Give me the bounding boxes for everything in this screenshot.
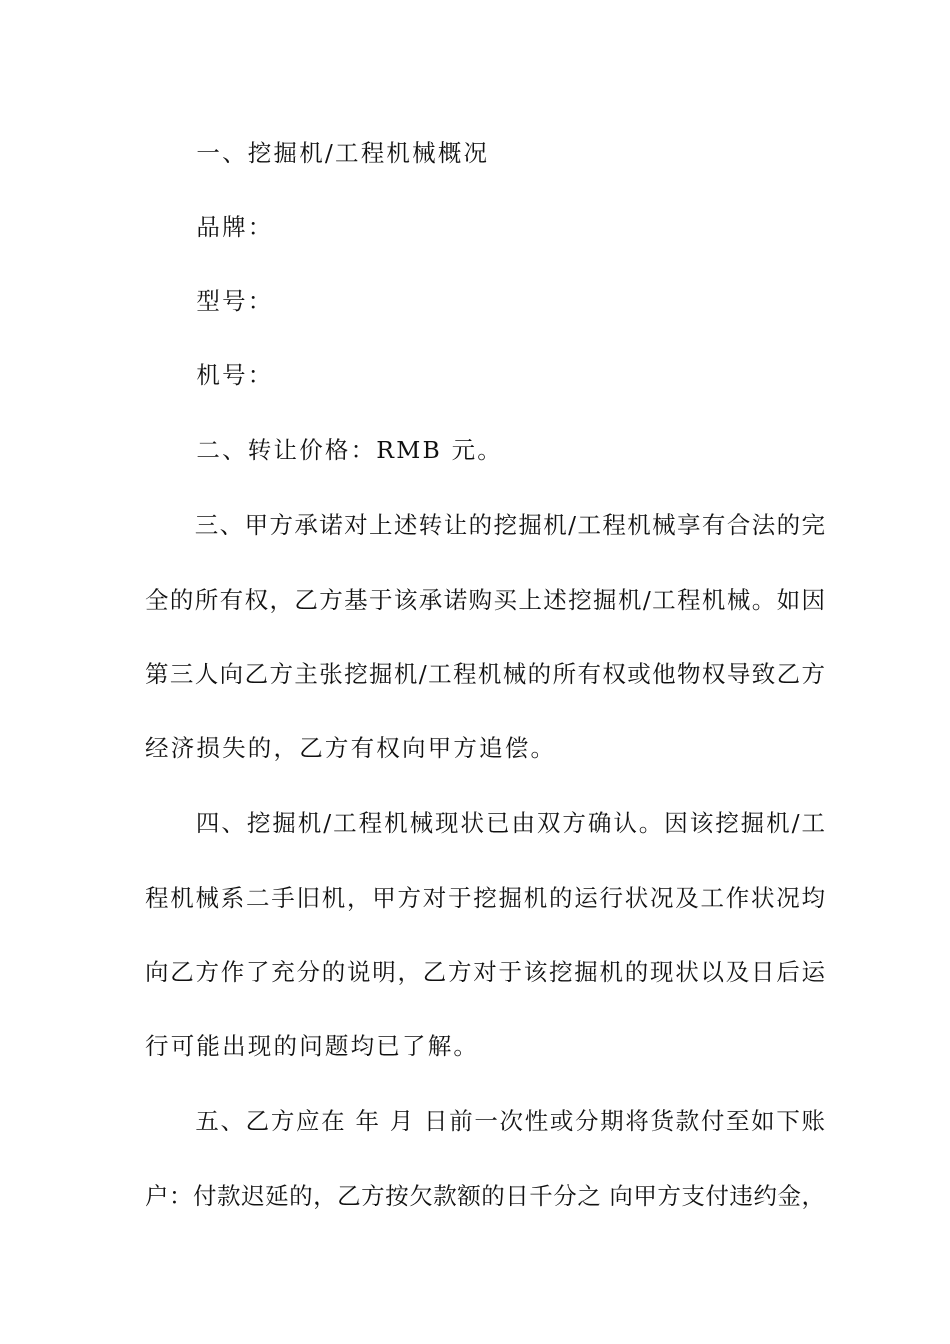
transfer-price-clause: 二、转让价格：RMB 元。	[145, 436, 503, 464]
model-field-label: 型号：	[145, 287, 274, 315]
clause-four-line-2: 程机械系二手旧机，甲方对于挖掘机的运行状况及工作状况均	[145, 884, 825, 912]
clause-five-line-1: 五、乙方应在 年 月 日前一次性或分期将货款付至如下账	[145, 1107, 825, 1135]
clause-three-line-1: 三、甲方承诺对上述转让的挖掘机/工程机械享有合法的完	[145, 511, 825, 539]
section-heading-overview: 一、挖掘机/工程机械概况	[145, 139, 490, 167]
clause-four-line-4: 行可能出现的问题均已了解。	[145, 1032, 480, 1060]
clause-four-line-3: 向乙方作了充分的说明，乙方对于该挖掘机的现状以及日后运	[145, 958, 825, 986]
machine-number-field-label: 机号：	[145, 361, 274, 389]
brand-field-label: 品牌：	[145, 213, 274, 241]
clause-four-line-1: 四、挖掘机/工程机械现状已由双方确认。因该挖掘机/工	[145, 809, 825, 837]
clause-three-line-2: 全的所有权，乙方基于该承诺购买上述挖掘机/工程机械。如因	[145, 586, 825, 614]
clause-five-line-2: 户：付款迟延的，乙方按欠款额的日千分之 向甲方支付违约金，	[145, 1182, 825, 1210]
clause-three-line-3: 第三人向乙方主张挖掘机/工程机械的所有权或他物权导致乙方	[145, 660, 825, 688]
clause-three-line-4: 经济损失的，乙方有权向甲方追偿。	[145, 734, 557, 762]
